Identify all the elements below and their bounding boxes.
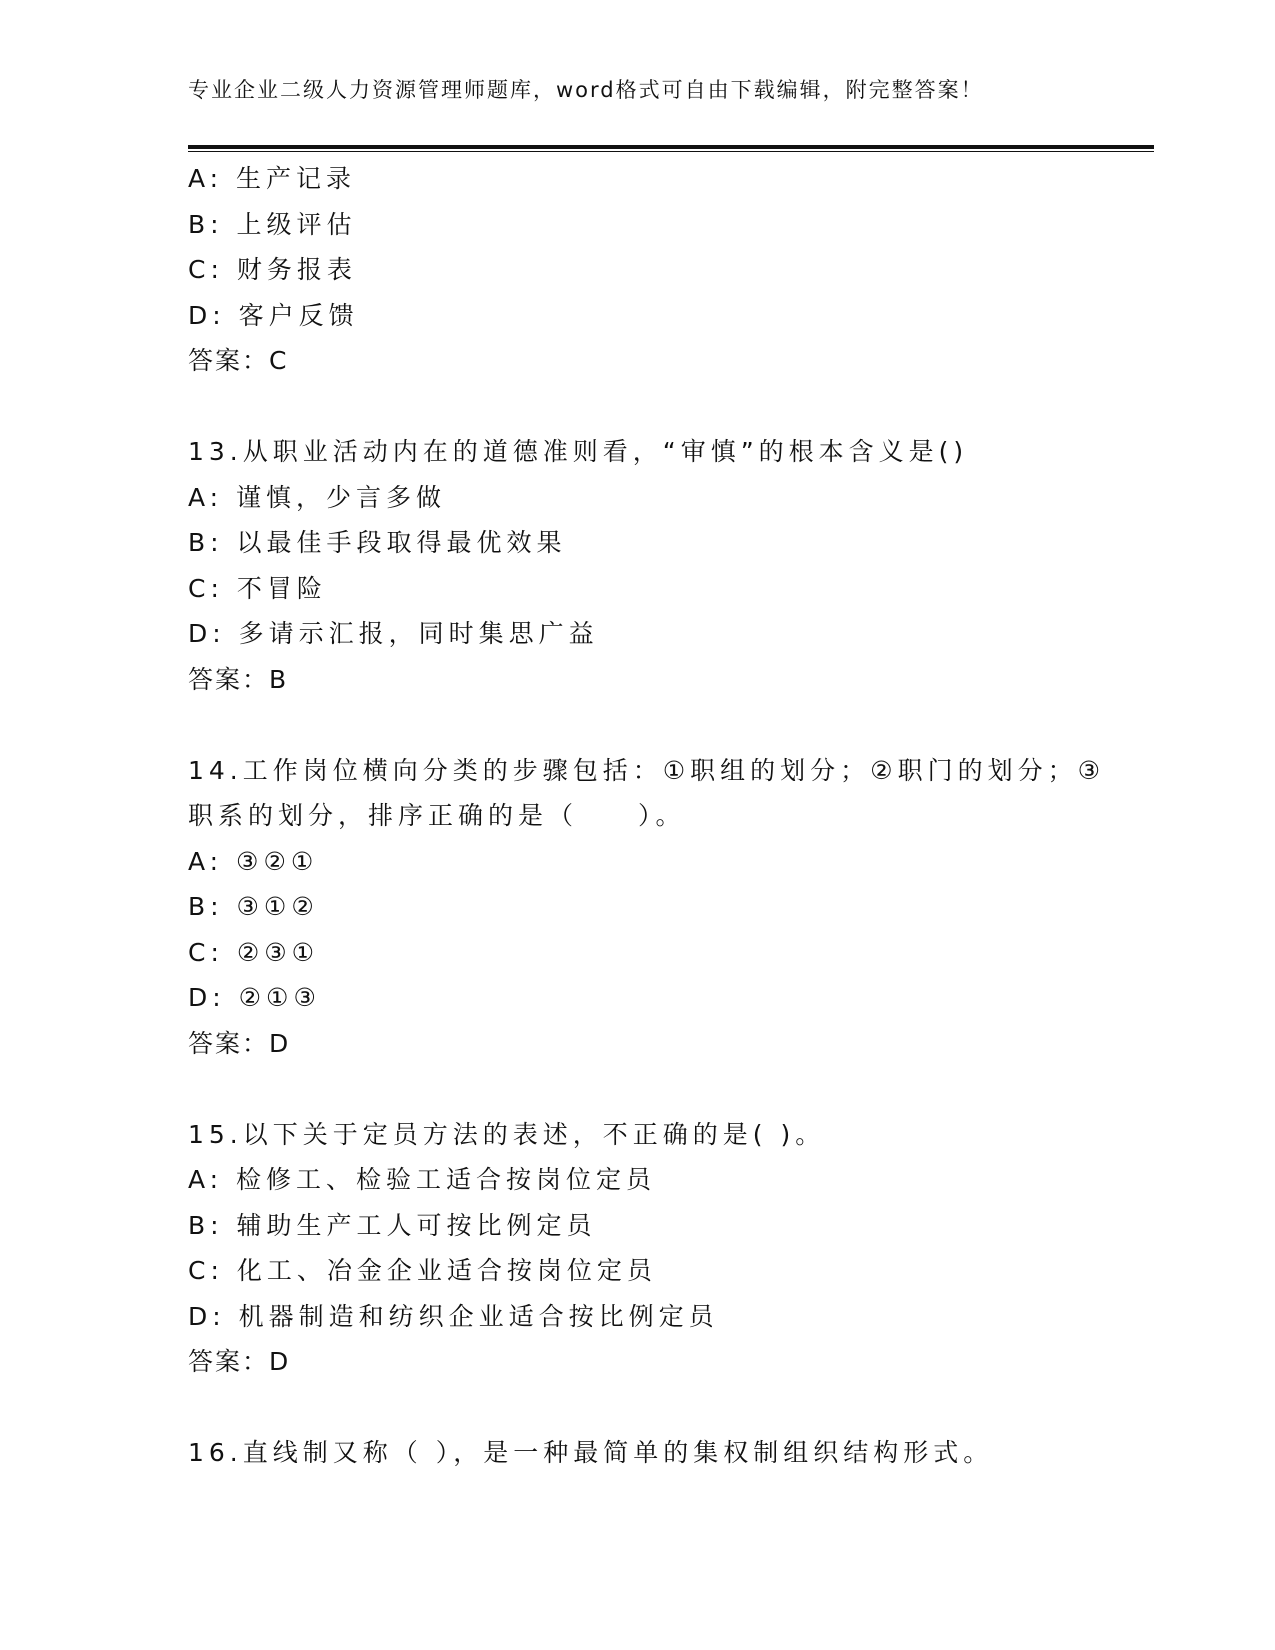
option-b: B: 辅助生产工人可按比例定员 [188, 1210, 597, 1240]
question-content [188, 156, 1148, 1476]
answer: 答案：C [188, 346, 289, 375]
answer: 答案：B [188, 664, 289, 694]
answer: 答案：D [188, 1347, 291, 1376]
spacer [188, 1066, 1148, 1112]
option-a: A: 生产记录 [188, 164, 357, 193]
option-d: D: 客户反馈 [188, 300, 359, 330]
option-d: D: 多请示汇报，同时集思广益 [188, 619, 599, 648]
option-d: D: 机器制造和纺织企业适合按比例定员 [188, 1301, 719, 1331]
question-12-tail [188, 156, 1148, 384]
option-c: C: 财务报表 [188, 255, 357, 284]
option-a: A: ③②① [188, 846, 319, 876]
option-b: B: 以最佳手段取得最优效果 [188, 528, 567, 557]
spacer [188, 702, 1148, 748]
answer: 答案：D [188, 1028, 291, 1058]
header-rule-thick [188, 145, 1154, 149]
header-rule-thin [188, 151, 1154, 152]
option-c: C: 化工、冶金企业适合按岗位定员 [188, 1256, 657, 1285]
question-15 [188, 1112, 1148, 1385]
option-a: A: 检修工、检验工适合按岗位定员 [188, 1165, 657, 1194]
option-d: D: ②①③ [188, 983, 321, 1012]
question-stem: 13.从职业活动内在的道德准则看，“审慎”的根本含义是() [188, 437, 969, 466]
option-c: C: 不冒险 [188, 573, 327, 603]
page-header: 专业企业二级人力资源管理师题库，word格式可自由下载编辑，附完整答案！ [188, 78, 984, 102]
question-stem: 16.直线制又称（ ），是一种最简单的集权制组织结构形式。 [188, 1438, 994, 1467]
question-14 [188, 748, 1148, 1067]
spacer [188, 1385, 1148, 1431]
question-stem: 14.工作岗位横向分类的步骤包括：①职组的划分；②职门的划分；③ [188, 755, 1105, 785]
question-16 [188, 1430, 1148, 1476]
question-stem-continued: 职系的划分，排序正确的是（ ）。 [188, 801, 686, 830]
option-b: B: ③①② [188, 892, 319, 921]
question-13 [188, 429, 1148, 702]
option-a: A: 谨慎，少言多做 [188, 482, 447, 512]
question-stem: 15.以下关于定员方法的表述，不正确的是( )。 [188, 1119, 826, 1149]
spacer [188, 384, 1148, 430]
option-b: B: 上级评估 [188, 209, 357, 239]
option-c: C: ②③① [188, 937, 320, 967]
